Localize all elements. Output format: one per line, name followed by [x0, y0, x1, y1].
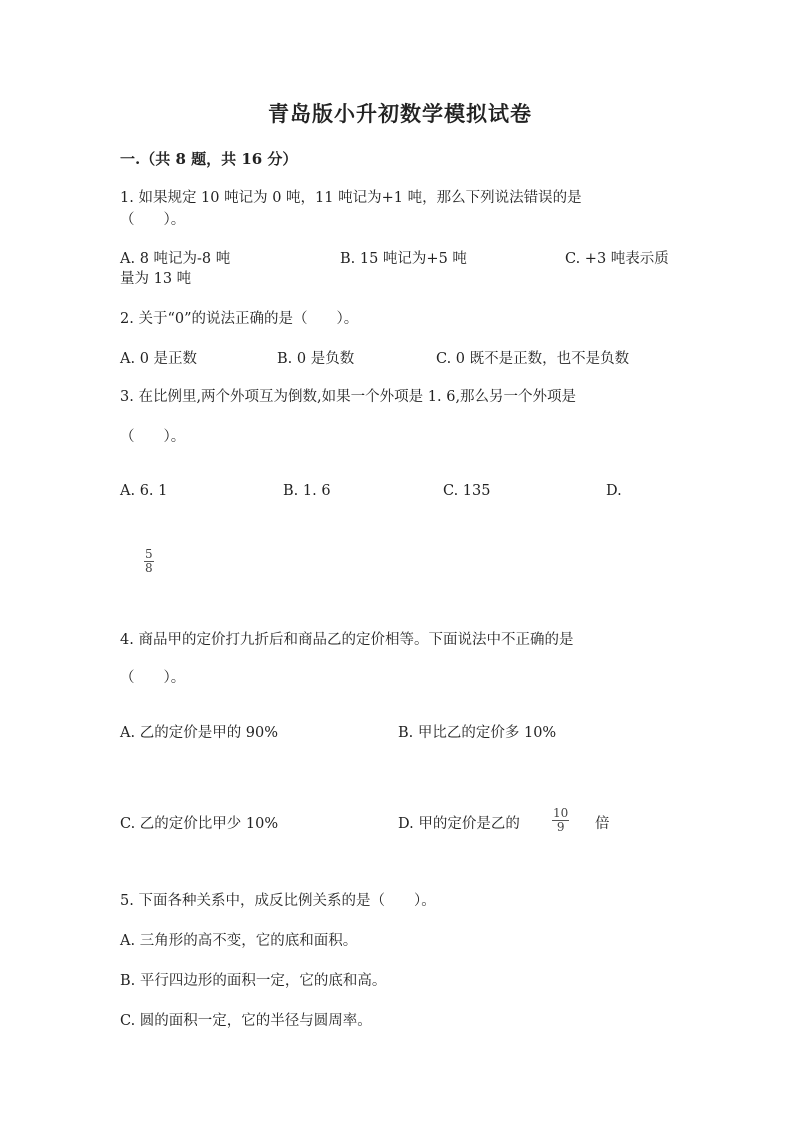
q5-option-a: A. 三角形的高不变，它的底和面积。	[120, 933, 358, 949]
q3-option-d: D.	[606, 483, 622, 499]
q5-option-c: C. 圆的面积一定，它的半径与圆周率。	[120, 1013, 372, 1029]
q2-option-a: A. 0 是正数	[120, 351, 198, 367]
q4-stem-line1: 4. 商品甲的定价打九折后和商品乙的定价相等。下面说法中不正确的是	[120, 632, 574, 648]
q3-option-d-fraction	[144, 548, 154, 575]
q1-option-b: B. 15 吨记为+5 吨	[340, 251, 467, 267]
q1-stem-line2: （ ）。	[120, 212, 186, 228]
q3-fraction-denominator: 8	[145, 561, 153, 575]
q3-fraction-numerator: 5	[145, 547, 153, 561]
q1-option-c-line1: C. +3 吨表示质	[565, 251, 669, 267]
q4-stem-line2: （ ）。	[120, 670, 186, 686]
q4-option-c: C. 乙的定价比甲少 10%	[120, 816, 279, 832]
q3-option-a: A. 6. 1	[120, 483, 168, 499]
q1-option-c-line2: 量为 13 吨	[120, 271, 192, 287]
q3-stem-line1: 3. 在比例里,两个外项互为倒数,如果一个外项是 1. 6,那么另一个外项是	[120, 389, 577, 405]
q1-stem-line1: 1. 如果规定 10 吨记为 0 吨，11 吨记为+1 吨，那么下列说法错误的是	[120, 190, 582, 206]
q3-option-b: B. 1. 6	[283, 483, 331, 499]
q1-option-a: A. 8 吨记为-8 吨	[120, 251, 231, 267]
q4-option-d-fraction	[552, 807, 569, 834]
q4-option-d-suffix: 倍	[595, 816, 610, 832]
q5-stem: 5. 下面各种关系中，成反比例关系的是（ ）。	[120, 893, 436, 909]
q3-option-c: C. 135	[443, 483, 491, 499]
q5-option-b: B. 平行四边形的面积一定，它的底和高。	[120, 973, 387, 989]
q2-option-b: B. 0 是负数	[277, 351, 355, 367]
q2-option-c: C. 0 既不是正数，也不是负数	[436, 351, 630, 367]
q4-option-b: B. 甲比乙的定价多 10%	[398, 725, 557, 741]
q2-stem: 2. 关于“0”的说法正确的是（ ）。	[120, 311, 359, 327]
q4-option-a: A. 乙的定价是甲的 90%	[120, 725, 279, 741]
page-title: 青岛版小升初数学模拟试卷	[268, 101, 532, 126]
section-header: 一.（共 8 题，共 16 分）	[120, 150, 298, 168]
q4-fraction-numerator: 10	[553, 806, 569, 820]
q4-fraction-denominator: 9	[556, 820, 565, 834]
q3-stem-line2: （ ）。	[120, 429, 186, 445]
q4-option-d-prefix: D. 甲的定价是乙的	[398, 816, 520, 832]
